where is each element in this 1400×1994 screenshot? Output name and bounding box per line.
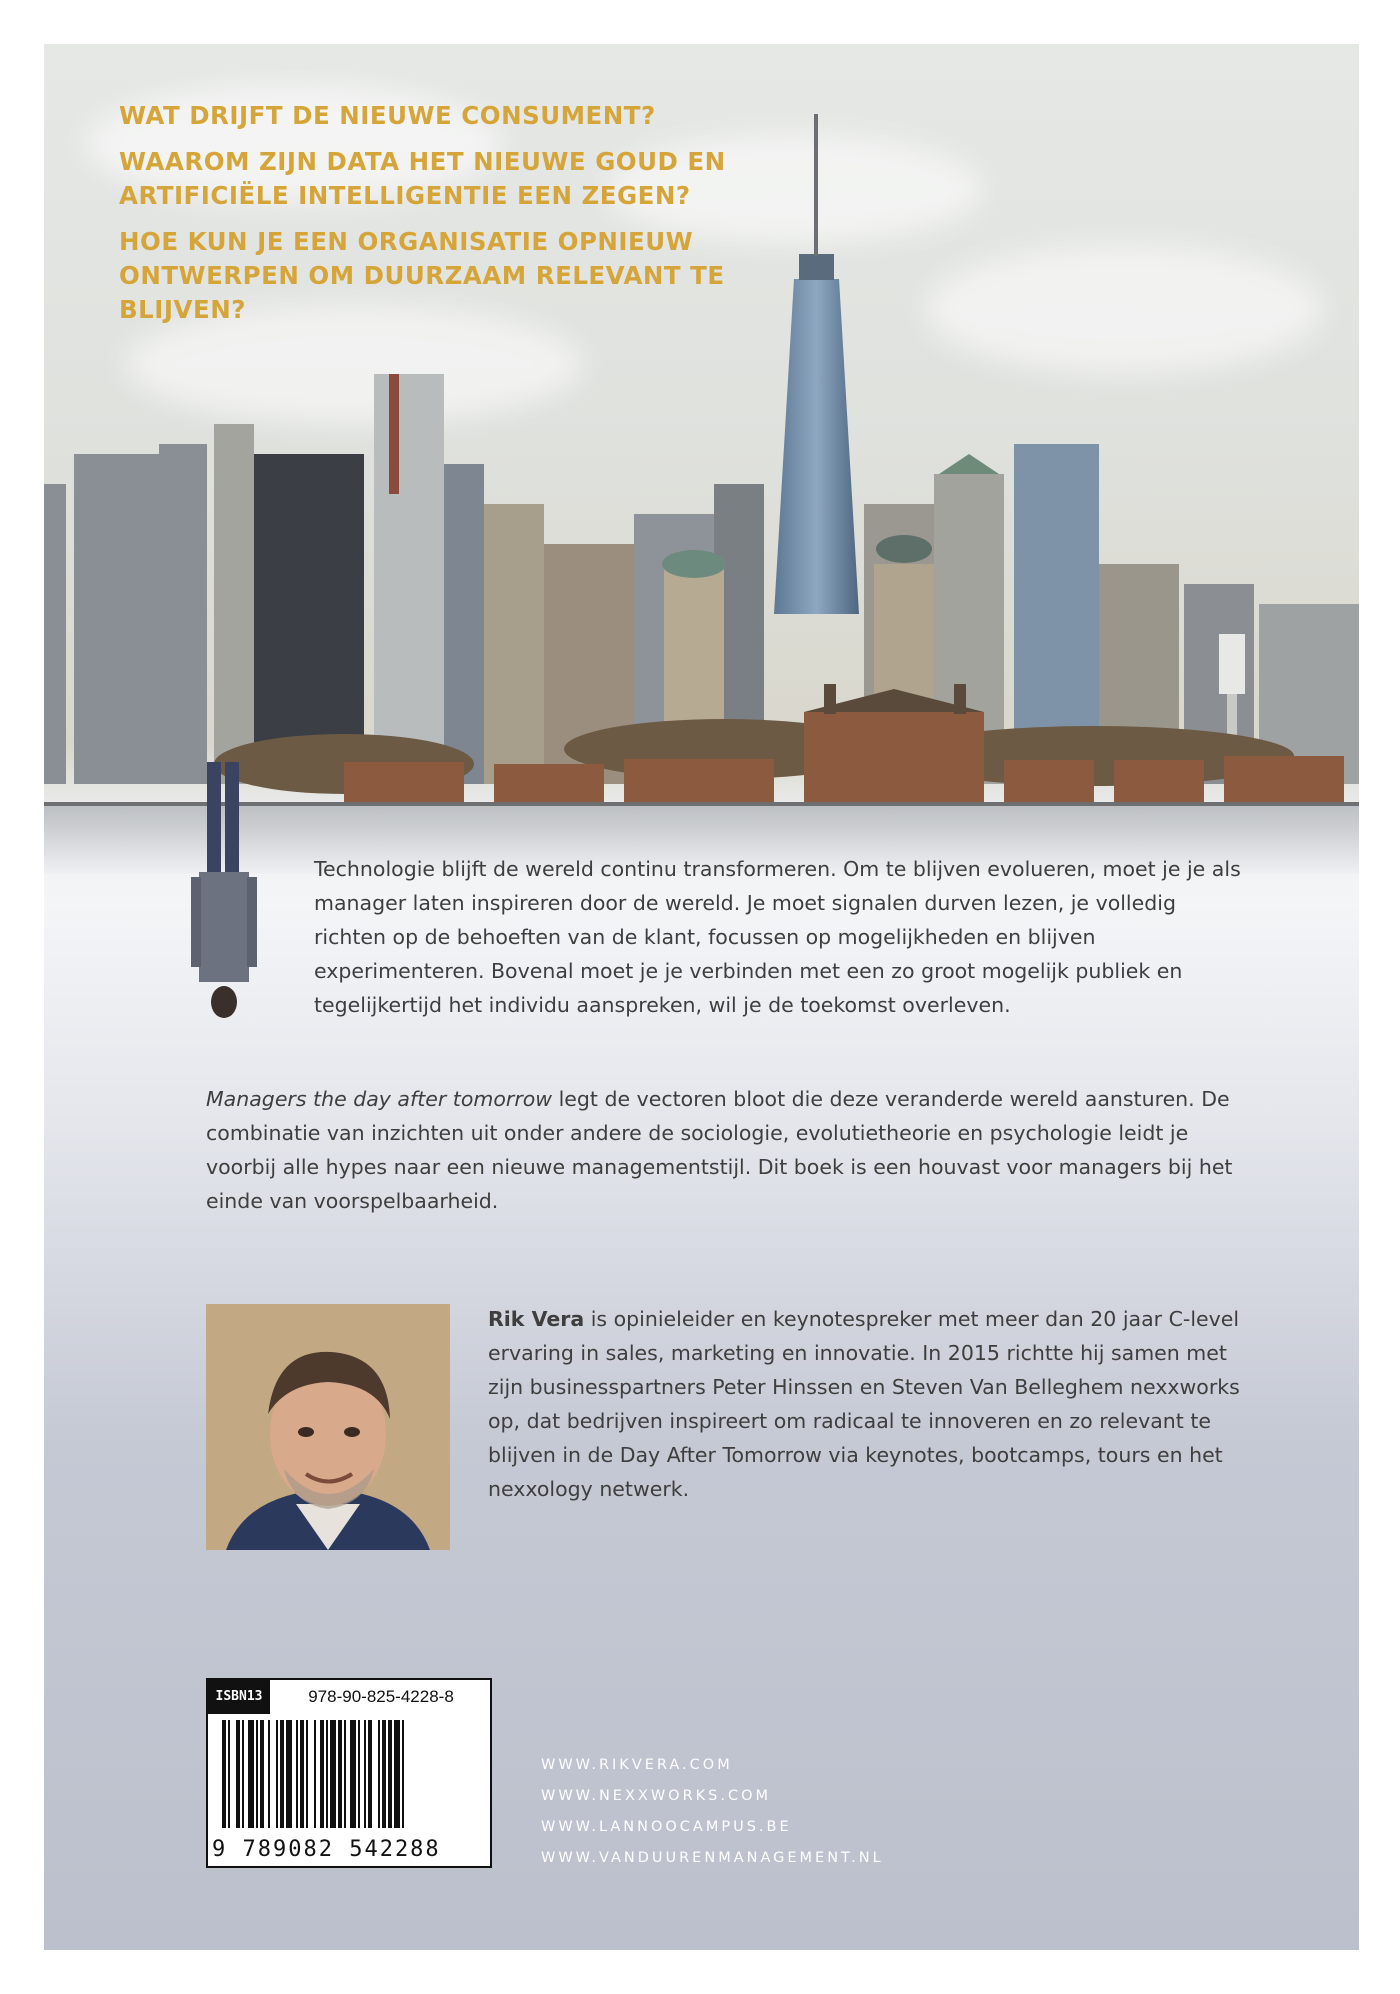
url-lannoocampus[interactable]: WWW.LANNOOCAMPUS.BE bbox=[541, 1819, 792, 1835]
question-consumer: WAT DRIJFT DE NIEUWE CONSUMENT? bbox=[119, 101, 656, 130]
question-data-ai: WAAROM ZIJN DATA HET NIEUWE GOUD EN ARTIFICIËLE INTELLIGENTIE EEN ZEGEN? bbox=[119, 147, 726, 210]
book-title: Managers the day after tomorrow bbox=[206, 1087, 553, 1111]
isbn-barcode bbox=[206, 1678, 492, 1868]
url-vanduurenmanagement[interactable]: WWW.VANDUURENMANAGEMENT.NL bbox=[541, 1850, 884, 1866]
upside-down-man-image bbox=[189, 762, 259, 1022]
book-paragraph-text: legt de vectoren bloot die deze veranderde wereld aansturen. De combinatie van inzichten uit onder andere de sociologie, evolutietheorie en psychologie leidt je voorbij alle hypes naar een nieuwe managementstijl. Dit boek is een houvast voor managers bij het einde van voorspelbaarheid. bbox=[206, 1087, 1233, 1213]
intro-paragraph: Technologie blijft de wereld continu transformeren. Om te blijven evolueren, moet je je als manager laten inspireren door de wereld. Je moet signalen durven lezen, je volledig richten op de behoeften van de klant, focussen op mogelijkheden en blijven experimenteren. Bovenal moet je je verbinden met een zo groot mogelijk publiek en tegelijkertijd het individu aanspreken, wil je de toekomst overleven. bbox=[314, 857, 1241, 1017]
book-paragraph bbox=[206, 1082, 1244, 1218]
barcode-bars bbox=[222, 1720, 484, 1828]
isbn-digits: 9 789082 542288 bbox=[212, 1837, 441, 1862]
headline-questions bbox=[119, 99, 759, 339]
author-bio bbox=[488, 1302, 1244, 1506]
url-nexxworks[interactable]: WWW.NEXXWORKS.COM bbox=[541, 1788, 772, 1804]
author-photo bbox=[206, 1304, 450, 1550]
isbn-number: 978-90-825-4228-8 bbox=[308, 1687, 454, 1706]
url-rikvera[interactable]: WWW.RIKVERA.COM bbox=[541, 1757, 733, 1773]
question-organisation: HOE KUN JE EEN ORGANISATIE OPNIEUW ONTWERPEN OM DUURZAAM RELEVANT TE BLIJVEN? bbox=[119, 227, 725, 324]
website-links bbox=[541, 1750, 884, 1874]
author-name: Rik Vera bbox=[488, 1307, 585, 1331]
author-bio-text: is opinieleider en keynotespreker met meer dan 20 jaar C-level ervaring in sales, marketing en innovatie. In 2015 richtte hij samen met zijn businesspartners Peter Hinssen en Steven Van Belleghem nexxworks op, dat bedrijven inspireert om radicaal te innoveren en zo relevant te blijven in de Day After Tomorrow via keynotes, bootcamps, tours en het nexxology netwerk. bbox=[488, 1307, 1240, 1501]
tower bbox=[774, 114, 859, 614]
back-cover bbox=[44, 44, 1359, 1950]
isbn-label: ISBN13 bbox=[208, 1680, 270, 1714]
